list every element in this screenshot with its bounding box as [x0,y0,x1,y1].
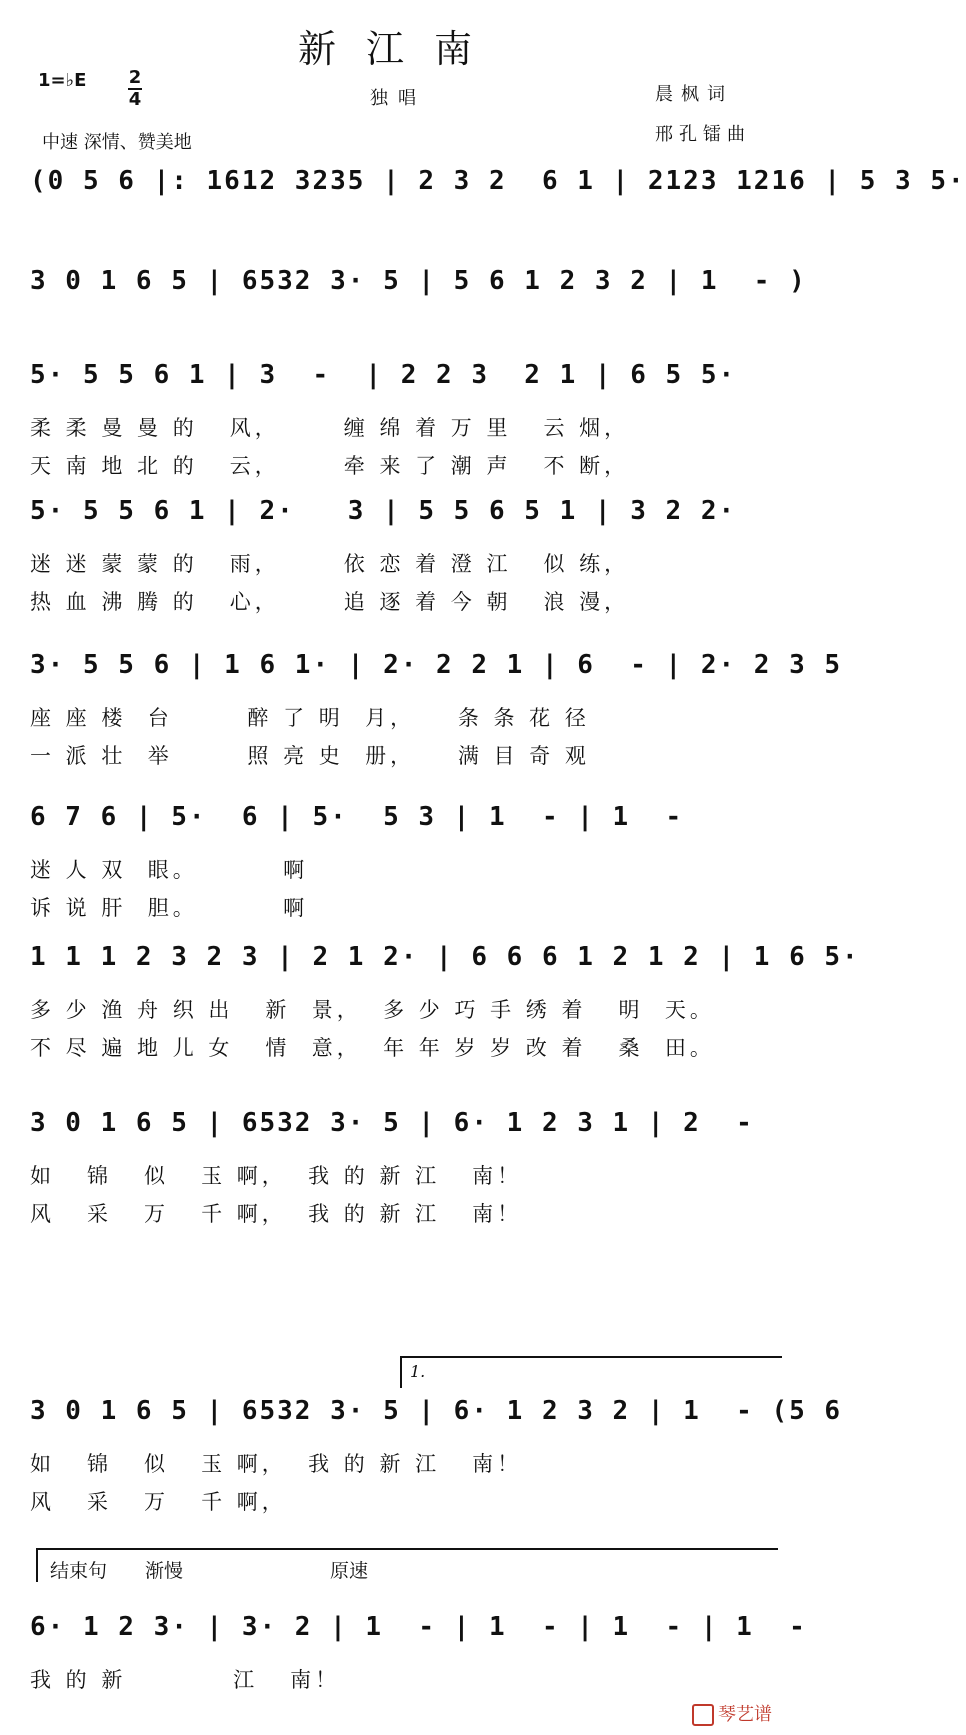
time-top: 2 [128,67,142,88]
lyrics-verse-1: 我 的 新 江 南！ [30,1668,341,1692]
lyrics-verse-2: 热 血 沸 腾 的 心， 追 逐 着 今 朝 浪 漫， [30,590,630,614]
key-signature: 1=♭E [38,70,87,91]
notes-line: 3 0 1 6 5 | 6532 3· 5 | 5 6 1 2 3 2 | 1 - ) [30,266,807,296]
tempo-marking: 中速 深情、赞美地 [42,132,192,153]
lyrics-verse-1: 如 锦 似 玉 啊， 我 的 新 江 南！ [30,1164,523,1188]
lyrics-verse-2: 不 尽 遍 地 儿 女 情 意， 年 年 岁 岁 改 着 桑 田。 [30,1036,715,1060]
brand-watermark [692,1700,772,1726]
brand-text: 琴艺谱 [718,1704,772,1725]
lyrics-verse-1: 如 锦 似 玉 啊， 我 的 新 江 南！ [30,1452,523,1476]
volta-bracket [400,1356,782,1388]
notes-line: 3· 5 5 6 | 1 6 1· | 2· 2 2 1 | 6 - | 2· 2 3 5 [30,650,843,680]
lyricist-credit: 晨枫词 [655,84,733,105]
lyrics-verse-1: 座 座 楼 台 醉 了 明 月， 条 条 花 径 [30,706,590,730]
a-tempo-label: 原速 [330,1560,369,1582]
notes-line: 6 7 6 | 5· 6 | 5· 5 3 | 1 - | 1 - [30,802,684,832]
ending-label: 结束句 [50,1560,108,1582]
brand-logo-icon [692,1704,714,1726]
lyrics-verse-1: 迷 迷 蒙 蒙 的 雨， 依 恋 着 澄 江 似 练， [30,552,630,576]
lyrics-verse-2: 风 采 万 千 啊， [30,1490,287,1514]
ritardando-label: 渐慢 [145,1560,184,1582]
time-signature [128,68,142,110]
lyrics-verse-2: 风 采 万 千 啊， 我 的 新 江 南！ [30,1202,523,1226]
lyrics-verse-2: 一 派 壮 举 照 亮 史 册， 满 目 奇 观 [30,744,590,768]
lyrics-verse-1: 迷 人 双 眼。 啊 [30,858,309,882]
notes-line: 5· 5 5 6 1 | 2· 3 | 5 5 6 5 1 | 3 2 2· [30,496,737,526]
page-title: 新江南 [297,27,502,71]
lyrics-verse-1: 柔 柔 曼 曼 的 风， 缠 绵 着 万 里 云 烟， [30,416,630,440]
notes-line: 3 0 1 6 5 | 6532 3· 5 | 6· 1 2 3 2 | 1 - (5 6 [30,1396,843,1426]
notes-line: 5· 5 5 6 1 | 3 - | 2 2 3 2 1 | 6 5 5· [30,360,737,390]
notes-line: (0 5 6 |: 1612 3235 | 2 3 2 6 1 | 2123 1216 | 5 3 5· [30,166,966,196]
volta-number: 1. [410,1362,426,1381]
notes-line: 1 1 1 2 3 2 3 | 2 1 2· | 6 6 6 1 2 1 2 | 1 6 5· [30,942,860,972]
composer-credit: 邢孔镭曲 [655,124,751,145]
lyrics-verse-2: 诉 说 肝 胆。 啊 [30,896,309,920]
lyrics-verse-2: 天 南 地 北 的 云， 牵 来 了 潮 声 不 断， [30,454,630,478]
performance-label: 独唱 [370,88,426,109]
notes-line: 6· 1 2 3· | 3· 2 | 1 - | 1 - | 1 - | 1 - [30,1612,807,1642]
notes-line: 3 0 1 6 5 | 6532 3· 5 | 6· 1 2 3 1 | 2 - [30,1108,754,1138]
time-bottom: 4 [128,89,142,110]
lyrics-verse-1: 多 少 渔 舟 织 出 新 景， 多 少 巧 手 绣 着 明 天。 [30,998,715,1022]
